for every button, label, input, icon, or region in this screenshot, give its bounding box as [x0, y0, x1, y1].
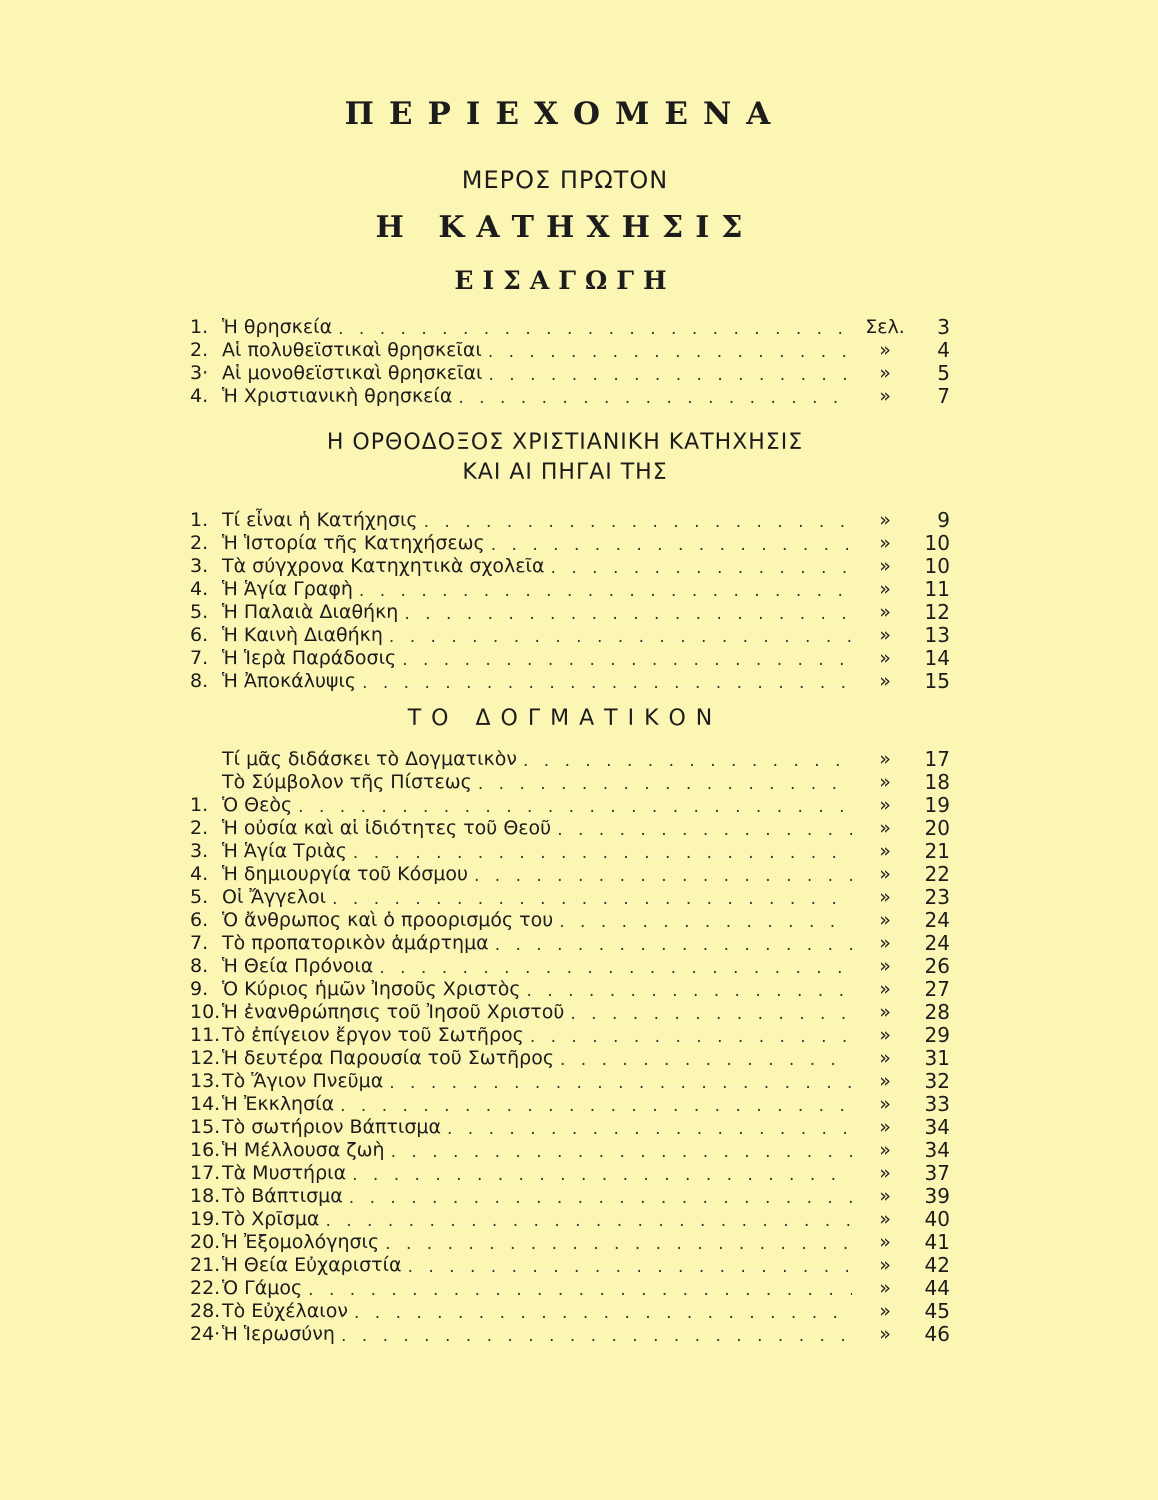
- toc-entry-title: Ἡ Ἁγία Γραφὴ: [222, 578, 353, 600]
- toc-entry-number: 18.: [190, 1185, 221, 1207]
- toc-entry-page: 18: [924, 770, 950, 794]
- toc-entry-number: 5.: [190, 601, 209, 623]
- leader-dots: [385, 1234, 852, 1254]
- toc-entry-title: Ἡ Θεία Εὐχαριστία: [222, 1254, 402, 1276]
- leader-dots: [354, 1303, 852, 1323]
- toc-entry-number: 6.: [190, 909, 209, 931]
- leader-dots: [551, 558, 852, 578]
- toc-entry-mark: »: [879, 1323, 891, 1345]
- toc-entry: [190, 955, 950, 978]
- toc-entry: [190, 909, 950, 932]
- toc-entry-number: 13.: [190, 1070, 221, 1092]
- toc-entry-mark: »: [879, 771, 891, 793]
- toc-entry-number: 1.: [190, 794, 209, 816]
- leader-dots: [359, 581, 852, 601]
- toc-entry-mark: »: [879, 339, 891, 361]
- toc-entry-title: Ὁ Κύριος ἡμῶν Ἰησοῦς Χριστὸς: [222, 978, 521, 1000]
- leader-dots: [404, 604, 852, 624]
- toc-entry-page: 14: [924, 646, 950, 670]
- toc-entry-number: 24·: [190, 1323, 221, 1345]
- toc-entry-mark: Σελ.: [865, 316, 905, 338]
- toc-entry: [190, 794, 950, 817]
- toc-entry-number: 3·: [190, 362, 209, 384]
- toc-entry-title: Οἱ Ἄγγελοι: [222, 886, 327, 908]
- toc-entry: [190, 647, 950, 670]
- toc-entry-number: 10.: [190, 1001, 221, 1023]
- toc-entry-page: 32: [924, 1069, 950, 1093]
- toc-entry-title: Ἡ Ἱστορία τῆς Κατηχήσεως: [222, 532, 485, 554]
- toc-entry-mark: »: [879, 1185, 891, 1207]
- section-heading-orthodox-line2: ΚΑΙ ΑΙ ΠΗΓΑΙ ΤΗΣ: [462, 460, 668, 485]
- toc-entry-page: 46: [924, 1322, 950, 1346]
- toc-entry-mark: »: [879, 1254, 891, 1276]
- toc-entry-page: 33: [924, 1092, 950, 1116]
- toc-entry: [190, 1116, 950, 1139]
- toc-entry: [190, 1093, 950, 1116]
- toc-entry-number: 19.: [190, 1208, 221, 1230]
- toc-entry-title: Ἡ Ἁγία Τριὰς: [222, 840, 347, 862]
- toc-entry-number: 3.: [190, 840, 209, 862]
- toc-entry-number: 11.: [190, 1024, 221, 1046]
- toc-entry-title: Ἡ Ἀποκάλυψις: [222, 670, 357, 692]
- toc-entry-title: Ἡ Παλαιὰ Διαθήκη: [222, 601, 399, 623]
- toc-entry: [190, 1139, 950, 1162]
- toc-entry: [190, 1300, 950, 1323]
- toc-entry-page: 4: [937, 338, 950, 362]
- toc-entry-page: 13: [924, 623, 950, 647]
- toc-entry-title: Τί εἶναι ἡ Κατήχησις: [222, 509, 418, 531]
- leader-dots: [560, 1050, 852, 1070]
- toc-entry: [190, 601, 950, 624]
- toc-entry-mark: »: [879, 670, 891, 692]
- toc-entry-number: 9.: [190, 978, 209, 1000]
- toc-entry-title: Τὸ ἐπίγειον ἔργον τοῦ Σωτῆρος: [222, 1024, 524, 1046]
- toc-entry-number: 8.: [190, 955, 209, 977]
- toc-entry-mark: »: [879, 978, 891, 1000]
- toc-entry-title: Ἡ Χριστιανικὴ θρησκεία: [222, 385, 453, 407]
- leader-dots: [491, 535, 852, 555]
- toc-entry-title: Ἡ δημιουργία τοῦ Κόσμου: [222, 863, 468, 885]
- section-heading-dogma: ΤΟ ΔΟΓΜΑΤΙΚΟΝ: [407, 706, 723, 731]
- toc-entry-mark: »: [879, 955, 891, 977]
- toc-entry-title: Τὸ Σύμβολον τῆς Πίστεως: [222, 771, 472, 793]
- toc-entry: [190, 509, 950, 532]
- toc-entry-page: 22: [924, 862, 950, 886]
- leader-dots: [402, 650, 852, 670]
- leader-dots: [325, 1211, 852, 1231]
- toc-list-orthodox: [190, 509, 950, 693]
- toc-entry: [190, 1323, 950, 1346]
- toc-entry: [190, 1185, 950, 1208]
- toc-entry-title: Ἡ Ἱερωσύνη: [222, 1323, 335, 1345]
- toc-entry-mark: »: [879, 624, 891, 646]
- toc-entry-mark: »: [879, 509, 891, 531]
- toc-entry-number: 8.: [190, 670, 209, 692]
- toc-entry-page: 19: [924, 793, 950, 817]
- toc-entry: [190, 1231, 950, 1254]
- toc-entry-title: Ἡ ἐνανθρώπησις τοῦ Ἰησοῦ Χριστοῦ: [222, 1001, 565, 1023]
- toc-entry-title: Ἡ Μέλλουσα ζωὴ: [222, 1139, 385, 1161]
- leader-dots: [474, 866, 852, 886]
- toc-entry-title: Ἡ οὐσία καὶ αἱ ἰδιότητες τοῦ Θεοῦ: [222, 817, 552, 839]
- toc-entry-number: 1.: [190, 509, 209, 531]
- toc-entry-mark: »: [879, 932, 891, 954]
- leader-dots: [557, 820, 852, 840]
- toc-entry-number: 2.: [190, 817, 209, 839]
- toc-entry-page: 28: [924, 1000, 950, 1024]
- toc-entry-mark: »: [879, 1139, 891, 1161]
- toc-entry-page: 40: [924, 1207, 950, 1231]
- leader-dots: [308, 1280, 852, 1300]
- leader-dots: [379, 958, 852, 978]
- section-heading-orthodox: [0, 428, 1130, 488]
- toc-entry-number: 28.: [190, 1300, 221, 1322]
- leader-dots: [341, 1326, 852, 1346]
- toc-entry-mark: »: [879, 555, 891, 577]
- toc-entry-page: 39: [924, 1184, 950, 1208]
- toc-entry-page: 27: [924, 977, 950, 1001]
- toc-entry-title: Τὸ Βάπτισμα: [222, 1185, 343, 1207]
- leader-dots: [447, 1119, 852, 1139]
- toc-entry-title: Ἡ Ἱερὰ Παράδοσις: [222, 647, 397, 669]
- toc-entry-title: Ὁ Θεὸς: [222, 794, 293, 816]
- toc-entry-page: 37: [924, 1161, 950, 1185]
- toc-entry-title: Τὸ προπατορικὸν ἁμάρτημα: [222, 932, 489, 954]
- toc-entry: [190, 1070, 950, 1093]
- toc-entry-mark: »: [879, 601, 891, 623]
- leader-dots: [408, 1257, 852, 1277]
- toc-entry-page: 10: [924, 531, 950, 555]
- toc-entry-title: Τὸ Χρῖσμα: [222, 1208, 320, 1230]
- page-title: ΠΕΡΙΕΧΟΜΕΝΑ: [344, 96, 786, 132]
- toc-entry: [190, 886, 950, 909]
- toc-entry-number: 16.: [190, 1139, 221, 1161]
- toc-entry: [190, 578, 950, 601]
- leader-dots: [488, 365, 852, 385]
- toc-entry-page: 20: [924, 816, 950, 840]
- toc-entry-mark: »: [879, 817, 891, 839]
- toc-entry: [190, 385, 950, 408]
- toc-entry-number: 7.: [190, 647, 209, 669]
- toc-entry-title: Ἡ Θεία Πρόνοια: [222, 955, 374, 977]
- toc-entry-number: 3.: [190, 555, 209, 577]
- toc-entry-mark: »: [879, 1047, 891, 1069]
- toc-entry-mark: »: [879, 886, 891, 908]
- leader-dots: [389, 627, 852, 647]
- toc-entry: [190, 978, 950, 1001]
- leader-dots: [338, 319, 852, 339]
- toc-entry-page: 31: [924, 1046, 950, 1070]
- toc-entry-mark: »: [879, 909, 891, 931]
- toc-entry-mark: »: [879, 578, 891, 600]
- toc-entry: [190, 1047, 950, 1070]
- toc-entry-title: Τὸ Εὐχέλαιον: [222, 1300, 348, 1322]
- toc-entry-title: Ἡ Ἐξομολόγησις: [222, 1231, 380, 1253]
- leader-dots: [362, 673, 852, 693]
- toc-entry-page: 29: [924, 1023, 950, 1047]
- part-title: Η ΚΑΤΗΧΗΣΙΣ: [375, 210, 755, 245]
- toc-entry-title: Ἡ δευτέρα Παρουσία τοῦ Σωτῆρος: [222, 1047, 554, 1069]
- part-label: ΜΕΡΟΣ ΠΡΩΤΟΝ: [461, 166, 669, 194]
- toc-entry-page: 34: [924, 1115, 950, 1139]
- section-heading-intro: ΕΙΣΑΓΩΓΗ: [454, 266, 676, 295]
- leader-dots: [458, 388, 852, 408]
- toc-entry: [190, 863, 950, 886]
- leader-dots: [349, 1188, 852, 1208]
- toc-entry-number: 15.: [190, 1116, 221, 1138]
- toc-entry: [190, 339, 950, 362]
- leader-dots: [495, 935, 852, 955]
- leader-dots: [523, 751, 852, 771]
- toc-entry: [190, 1162, 950, 1185]
- toc-entry-page: 5: [937, 361, 950, 385]
- toc-entry-mark: »: [879, 1162, 891, 1184]
- toc-entry-title: Τὰ Μυστήρια: [222, 1162, 347, 1184]
- leader-dots: [478, 774, 852, 794]
- toc-entry-number: 22.: [190, 1277, 221, 1299]
- toc-entry-page: 45: [924, 1299, 950, 1323]
- toc-entry-page: 9: [937, 508, 950, 532]
- leader-dots: [488, 342, 852, 362]
- toc-entry-mark: »: [879, 1024, 891, 1046]
- leader-dots: [298, 797, 852, 817]
- toc-entry: [190, 362, 950, 385]
- toc-entry-mark: »: [879, 1070, 891, 1092]
- leader-dots: [424, 512, 852, 532]
- toc-entry-page: 7: [937, 384, 950, 408]
- toc-entry-number: 1.: [190, 316, 209, 338]
- leader-dots: [559, 912, 852, 932]
- toc-entry-title: Ὁ Γάμος: [222, 1277, 303, 1299]
- toc-entry-page: 44: [924, 1276, 950, 1300]
- toc-entry-mark: »: [879, 532, 891, 554]
- toc-entry-title: Τὰ σύγχρονα Κατηχητικὰ σχολεῖα: [222, 555, 545, 577]
- toc-entry-number: 2.: [190, 339, 209, 361]
- toc-entry-page: 26: [924, 954, 950, 978]
- leader-dots: [340, 1096, 852, 1116]
- toc-entry: [190, 624, 950, 647]
- toc-entry-number: 4.: [190, 863, 209, 885]
- leader-dots: [353, 843, 852, 863]
- toc-entry-mark: »: [879, 647, 891, 669]
- toc-entry-title: Ὁ ἄνθρωπος καὶ ὁ προορισμός του: [222, 909, 554, 931]
- toc-entry-mark: »: [879, 840, 891, 862]
- toc-entry: [190, 1001, 950, 1024]
- leader-dots: [352, 1165, 852, 1185]
- toc-entry-page: 12: [924, 600, 950, 624]
- toc-entry-number: 4.: [190, 385, 209, 407]
- toc-entry-title: Ἡ Καινὴ Διαθήκη: [222, 624, 383, 646]
- toc-entry-title: Ἡ θρησκεία: [222, 316, 333, 338]
- leader-dots: [530, 1027, 852, 1047]
- toc-entry-number: 6.: [190, 624, 209, 646]
- toc-entry-number: 21.: [190, 1254, 221, 1276]
- toc-entry-page: 41: [924, 1230, 950, 1254]
- toc-entry-page: 15: [924, 669, 950, 693]
- toc-entry-title: Τὸ σωτήριον Βάπτισμα: [222, 1116, 441, 1138]
- toc-entry-mark: »: [879, 1001, 891, 1023]
- leader-dots: [332, 889, 852, 909]
- toc-entry-page: 24: [924, 931, 950, 955]
- toc-entry: [190, 670, 950, 693]
- leader-dots: [570, 1004, 852, 1024]
- toc-entry: [190, 817, 950, 840]
- toc-entry-mark: »: [879, 1208, 891, 1230]
- toc-entry-mark: »: [879, 1277, 891, 1299]
- toc-entry-number: 17.: [190, 1162, 221, 1184]
- toc-entry-title: Τὸ Ἅγιον Πνεῦμα: [222, 1070, 384, 1092]
- toc-entry: [190, 1254, 950, 1277]
- toc-entry-page: 23: [924, 885, 950, 909]
- toc-entry: [190, 840, 950, 863]
- toc-entry-number: 14.: [190, 1093, 221, 1115]
- toc-entry-page: 42: [924, 1253, 950, 1277]
- toc-entry-mark: »: [879, 794, 891, 816]
- toc-entry-title: Τί μᾶς διδάσκει τὸ Δογματικὸν: [222, 748, 517, 770]
- toc-entry: [190, 771, 950, 794]
- toc-entry-mark: »: [879, 362, 891, 384]
- toc-entry: [190, 932, 950, 955]
- toc-entry-number: 5.: [190, 886, 209, 908]
- toc-list-dogma: [190, 748, 950, 1346]
- toc-entry-page: 3: [937, 315, 950, 339]
- toc-entry-mark: »: [879, 748, 891, 770]
- section-heading-orthodox-line1: Η ΟΡΘΟΔΟΞΟΣ ΧΡΙΣΤΙΑΝΙΚΗ ΚΑΤΗΧΗΣΙΣ: [326, 430, 804, 455]
- toc-entry: [190, 1024, 950, 1047]
- toc-entry-mark: »: [879, 385, 891, 407]
- leader-dots: [526, 981, 852, 1001]
- toc-entry-title: Ἡ Ἐκκλησία: [222, 1093, 335, 1115]
- toc-entry-mark: »: [879, 1231, 891, 1253]
- toc-entry-page: 34: [924, 1138, 950, 1162]
- toc-entry-number: 12.: [190, 1047, 221, 1069]
- toc-entry: [190, 532, 950, 555]
- toc-entry-mark: »: [879, 1300, 891, 1322]
- toc-list-intro: [190, 316, 950, 408]
- toc-entry-mark: »: [879, 1116, 891, 1138]
- toc-entry-page: 11: [924, 577, 950, 601]
- toc-entry-number: 4.: [190, 578, 209, 600]
- toc-entry-number: 2.: [190, 532, 209, 554]
- toc-entry-page: 17: [924, 747, 950, 771]
- leader-dots: [391, 1142, 852, 1162]
- toc-entry-mark: »: [879, 863, 891, 885]
- toc-entry: [190, 555, 950, 578]
- toc-entry-title: Αἱ πολυθεϊστικαὶ θρησκεῖαι: [222, 339, 482, 361]
- leader-dots: [389, 1073, 852, 1093]
- toc-entry-number: 7.: [190, 932, 209, 954]
- toc-entry: [190, 1277, 950, 1300]
- toc-entry-number: 20.: [190, 1231, 221, 1253]
- toc-entry-page: 21: [924, 839, 950, 863]
- toc-entry-title: Αἱ μονοθεϊστικαὶ θρησκεῖαι: [222, 362, 483, 384]
- toc-entry: [190, 748, 950, 771]
- toc-entry-mark: »: [879, 1093, 891, 1115]
- toc-entry-page: 24: [924, 908, 950, 932]
- toc-entry-page: 10: [924, 554, 950, 578]
- toc-entry: [190, 1208, 950, 1231]
- toc-entry: [190, 316, 950, 339]
